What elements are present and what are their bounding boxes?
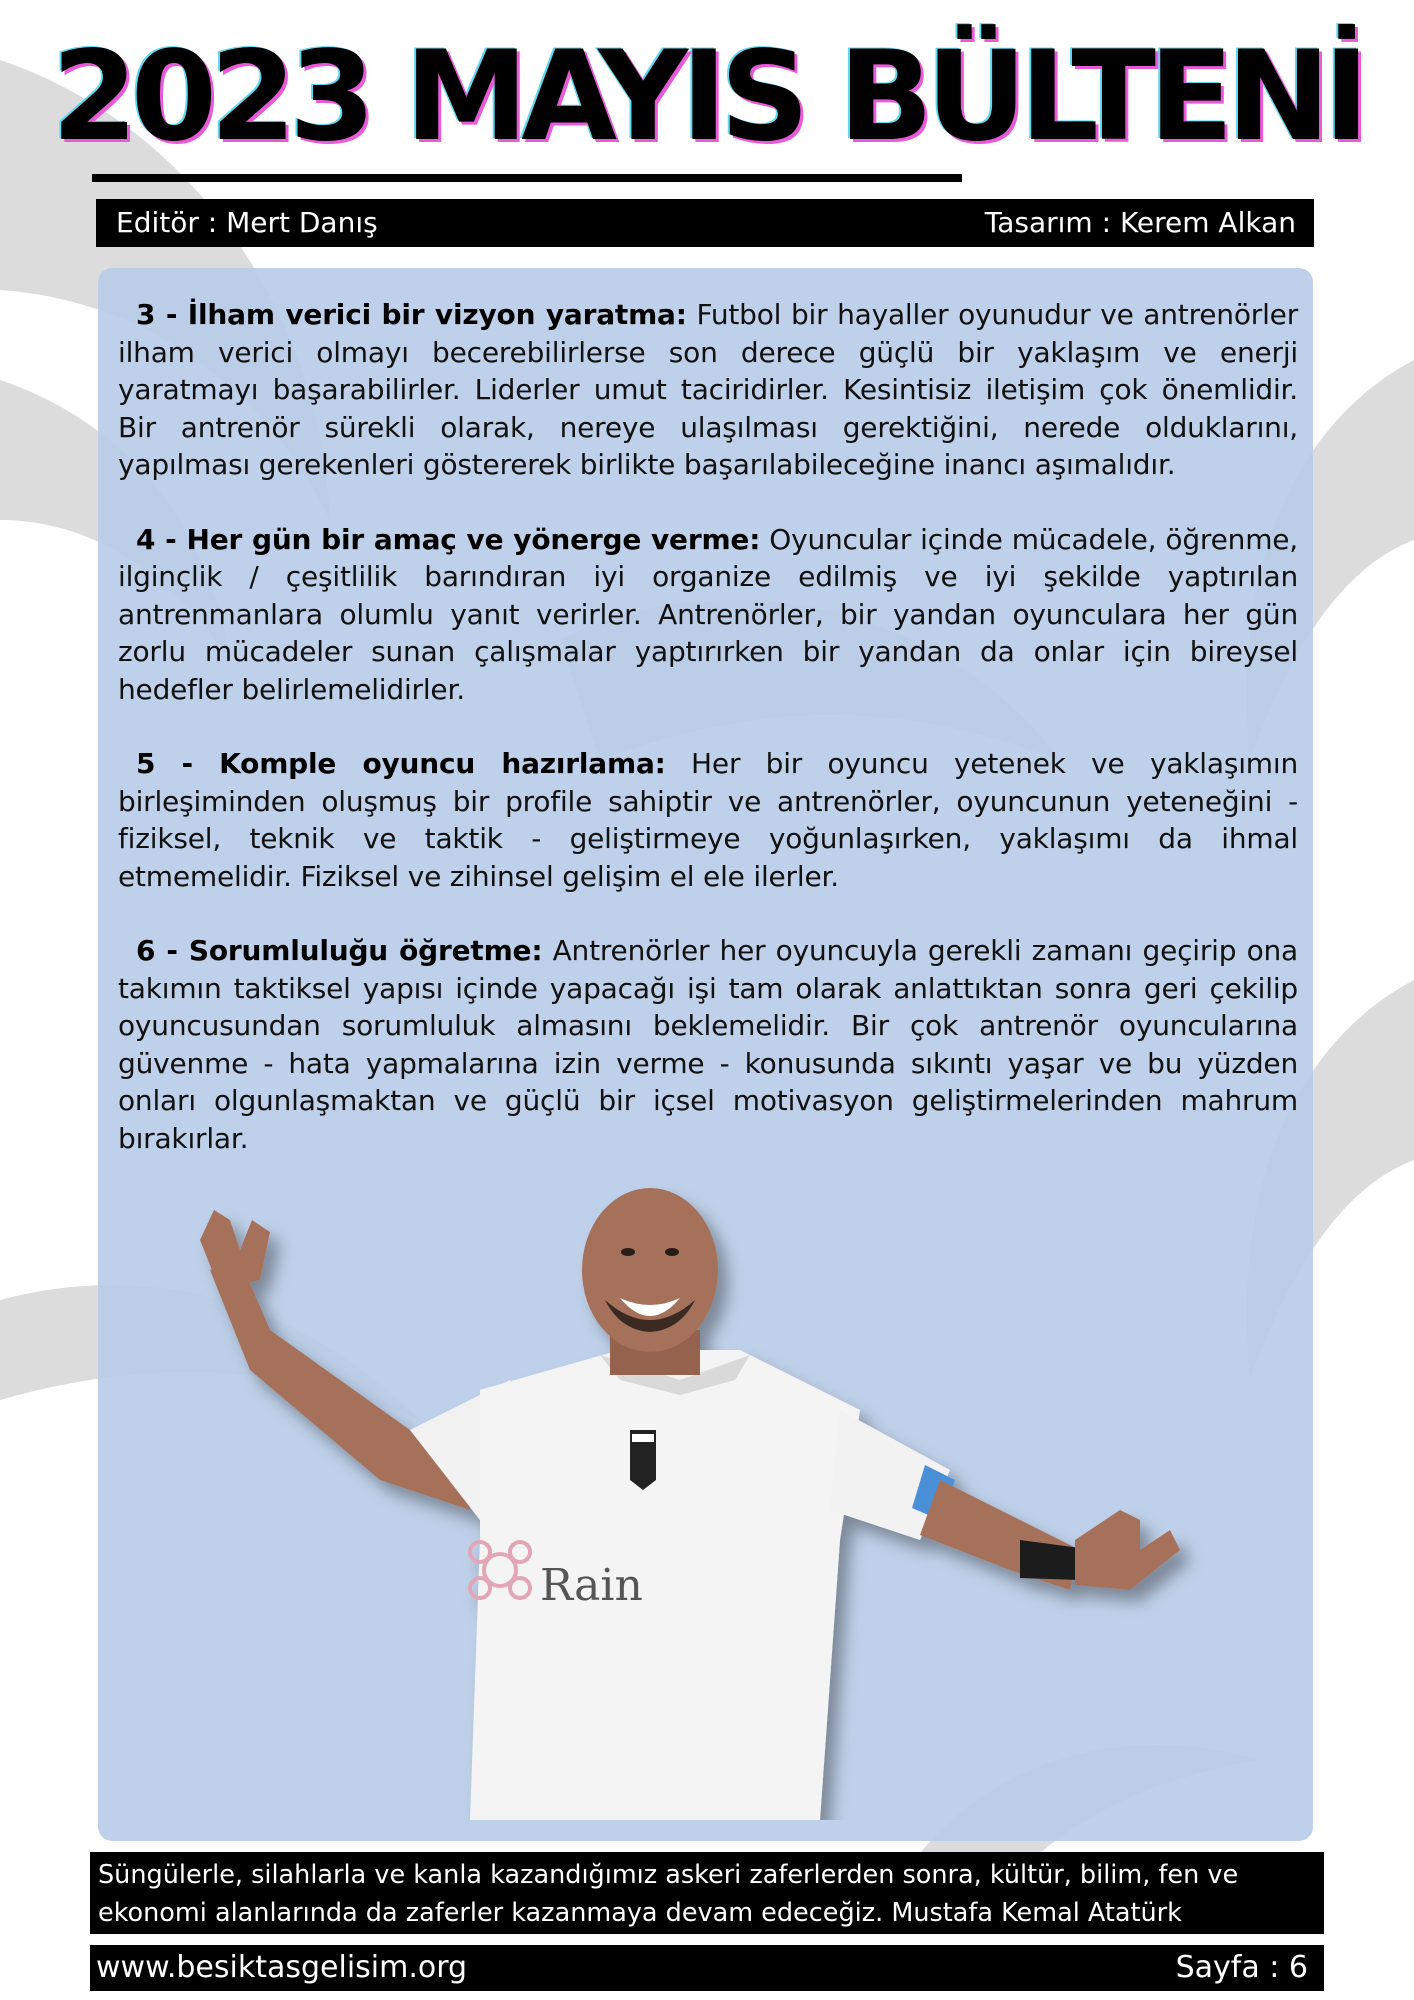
website-link[interactable]: www.besiktasgelisim.org	[96, 1950, 468, 1985]
section-heading: 6 - Sorumluluğu öğretme:	[136, 934, 543, 967]
section-6	[118, 932, 1298, 1157]
section-5	[118, 745, 1298, 895]
section-3	[118, 296, 1298, 484]
section-text: Her bir oyuncu yetenek ve yaklaşımın birleşiminden oluşmuş bir profile sahiptir ve antrenörler, oyuncunun yeteneğini - fiziksel, teknik ve taktik - geliştirmeye yoğunlaşırken, yaklaşımı da ihmal etmemelidir. Fiziksel ve zihinsel gelişim el ele ilerler.	[118, 747, 1299, 893]
design-credit: Tasarım : Kerem Alkan	[984, 206, 1296, 239]
footer-bar	[90, 1945, 1324, 1991]
page-title: 2023 MAYIS BÜLTENİ	[51, 25, 1363, 169]
jersey-sponsor-text: Rain	[540, 1560, 643, 1611]
player-photo	[180, 1180, 1260, 1820]
editor-credit: Editör : Mert Danış	[116, 206, 378, 239]
section-heading: 3 - İlham verici bir vizyon yaratma:	[136, 298, 687, 331]
article-body	[118, 296, 1298, 1194]
section-text: Antrenörler her oyuncuyla gerekli zamanı geçirip ona takımın taktiksel yapısı içinde yapacağı işi tam olarak anlattıktan sonra geri çekilip oyuncusundan sorumluluk almasını beklemelidir. Bir çok antrenör oyuncularına güvenme - hata yapmalarına izin verme - konusunda sıkıntı yaşar ve bu yüzden onları olgunlaşmaktan ve güçlü bir içsel motivasyon geliştirmelerinden mahrum bırakırlar.	[118, 934, 1299, 1155]
title-underline	[92, 174, 962, 182]
ataturk-quote: Süngülerle, silahlarla ve kanla kazandığımız askeri zaferlerden sonra, kültür, bilim, fen ve ekonomi alanlarında da zaferler kazanmaya devam edeceğiz. Mustafa Kemal Atatürk	[90, 1852, 1324, 1934]
section-heading: 4 - Her gün bir amaç ve yönerge verme:	[136, 522, 761, 556]
section-heading: 5 - Komple oyuncu hazırlama:	[136, 747, 666, 780]
section-text: Oyuncular içinde mücadele, öğrenme, ilginçlik / çeşitlilik barındıran iyi organize edilmiş ve iyi şekilde yaptırılan antrenmanlara olumlu yanıt verirler. Antrenörler, bir yandan oyunculara her gün zorlu mücadeler sunan çalışmalar yaptırırken bir yandan da onlar için bireysel hedefler belirlemelidirler.	[118, 522, 1298, 706]
section-4	[118, 521, 1298, 709]
section-text: Futbol bir hayaller oyunudur ve antrenörler ilham verici olmayı becerebilirlerse son derece güçlü bir yaklaşım ve enerji yaratmayı başarabilirler. Liderler umut taciridirler. Kesintisiz iletişim çok önemlidir. Bir antrenör sürekli olarak, nereye ulaşılması gerektiğini, nerede olduklarını, yapılması gerekenleri göstererek birlikte başarılabileceğine inancı aşımalıdır.	[118, 298, 1299, 481]
page-number: Sayfa : 6	[1175, 1950, 1308, 1985]
credits-bar	[96, 199, 1314, 247]
